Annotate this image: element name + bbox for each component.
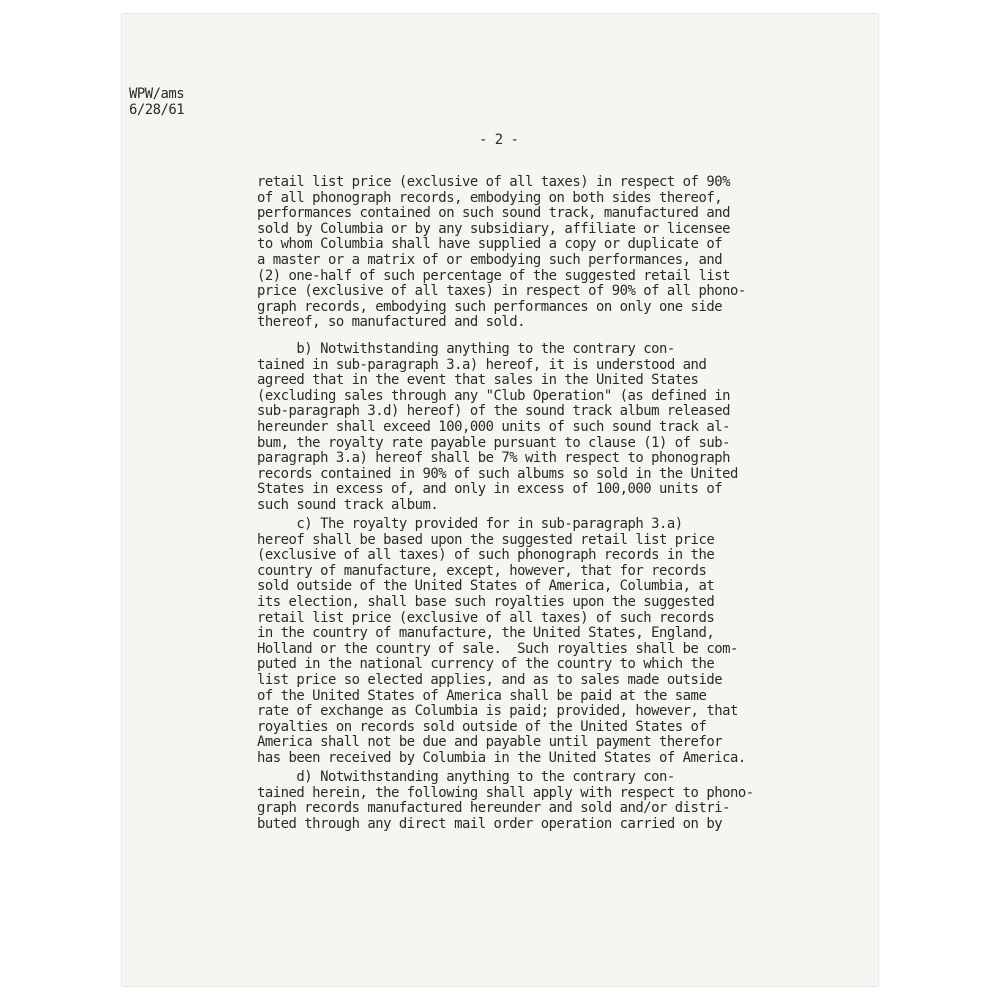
text-line: graph records manufactured hereunder and sold and/or distri- xyxy=(257,800,730,817)
text-line: its election, shall base such royalties upon the suggested xyxy=(257,593,715,610)
text-line: of the United States of America shall be paid at the same xyxy=(257,687,707,704)
text-line: performances contained on such sound track, manufactured and xyxy=(257,205,730,222)
text-line: rate of exchange as Columbia is paid; provided, however, that xyxy=(257,703,738,720)
text-line: graph records, embodying such performances on only one side xyxy=(257,298,723,315)
text-line: tained herein, the following shall apply with respect to phono- xyxy=(257,784,754,801)
paragraph-c xyxy=(257,517,746,767)
text-line: in the country of manufacture, the United States, England, xyxy=(257,625,715,642)
document-page xyxy=(122,14,878,986)
text-line: retail list price (exclusive of all taxes) in respect of 90% xyxy=(257,174,730,190)
reference-date: 6/28/61 xyxy=(129,102,185,118)
text-line: (exclusive of all taxes) of such phonograph records in the xyxy=(257,547,715,564)
text-line: price (exclusive of all taxes) in respect of 90% of all phono- xyxy=(257,283,746,300)
text-line: country of manufacture, except, however, that for records xyxy=(257,562,707,579)
text-line: c) The royalty provided for in sub-paragraph 3.a) xyxy=(257,516,683,532)
text-line: Holland or the country of sale. Such royalties shall be com- xyxy=(257,640,738,657)
text-line: such sound track album. xyxy=(257,496,439,513)
text-line: (2) one-half of such percentage of the suggested retail list xyxy=(257,267,730,284)
page-number: - 2 - xyxy=(479,132,519,148)
text-line: States in excess of, and only in excess of 100,000 units of xyxy=(257,481,723,498)
text-line: hereunder shall exceed 100,000 units of such sound track al- xyxy=(257,418,730,435)
text-line: tained in sub-paragraph 3.a) hereof, it is understood and xyxy=(257,356,707,373)
text-line: records contained in 90% of such albums so sold in the United xyxy=(257,465,738,482)
text-line: buted through any direct mail order operation carried on by xyxy=(257,815,723,832)
text-line: America shall not be due and payable until payment therefor xyxy=(257,734,723,751)
text-line: thereof, so manufactured and sold. xyxy=(257,314,526,331)
text-line: list price so elected applies, and as to sales made outside xyxy=(257,671,723,688)
text-line: has been received by Columbia in the United States of America. xyxy=(257,749,746,766)
paragraph-d xyxy=(257,770,754,832)
text-line: to whom Columbia shall have supplied a copy or duplicate of xyxy=(257,236,723,253)
text-line: agreed that in the event that sales in the United States xyxy=(257,372,699,389)
text-line: retail list price (exclusive of all taxes) of such records xyxy=(257,609,715,626)
text-line: bum, the royalty rate payable pursuant to clause (1) of sub- xyxy=(257,434,730,451)
text-line: b) Notwithstanding anything to the contrary con- xyxy=(257,341,675,357)
text-line: paragraph 3.a) hereof shall be 7% with respect to phonograph xyxy=(257,450,730,467)
text-line: (excluding sales through any "Club Operation" (as defined in xyxy=(257,387,730,404)
text-line: sold outside of the United States of America, Columbia, at xyxy=(257,578,715,595)
text-line: sub-paragraph 3.d) hereof) of the sound track album released xyxy=(257,403,730,420)
file-reference xyxy=(129,86,184,118)
text-line: d) Notwithstanding anything to the contrary con- xyxy=(257,769,675,785)
paragraph-b xyxy=(257,342,738,514)
text-line: of all phonograph records, embodying on both sides thereof, xyxy=(257,189,723,206)
text-line: hereof shall be based upon the suggested retail list price xyxy=(257,531,715,548)
text-line: puted in the national currency of the country to which the xyxy=(257,656,715,673)
text-line: sold by Columbia or by any subsidiary, affiliate or licensee xyxy=(257,220,730,237)
text-line: royalties on records sold outside of the United States of xyxy=(257,718,707,735)
text-line: a master or a matrix of or embodying such performances, and xyxy=(257,251,723,268)
paragraph-continuation xyxy=(257,175,746,331)
reference-initials: WPW/ams xyxy=(129,86,185,102)
